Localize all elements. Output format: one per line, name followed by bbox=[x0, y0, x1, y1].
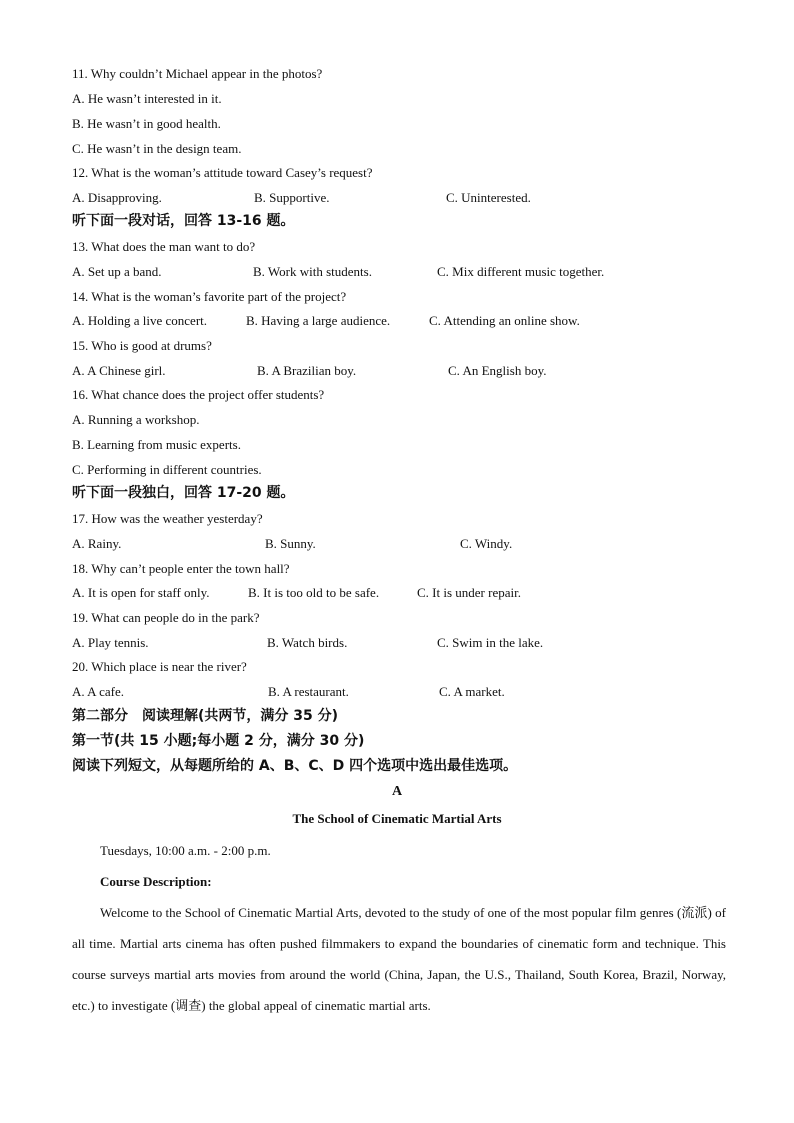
q17-option-c: C. Windy. bbox=[460, 536, 513, 551]
q18-option-a: A. It is open for staff only. bbox=[72, 585, 210, 600]
q18-option-c: C. It is under repair. bbox=[417, 585, 521, 600]
q13-option-b: B. Work with students. bbox=[253, 264, 372, 279]
q15-option-a: A. A Chinese girl. bbox=[72, 363, 166, 378]
question-18: 18. Why can’t people enter the town hall? bbox=[72, 561, 290, 576]
q11-option-a: A. He wasn’t interested in it. bbox=[72, 91, 222, 106]
q13-option-a: A. Set up a band. bbox=[72, 264, 162, 279]
question-12: 12. What is the woman’s attitude toward Casey’s request? bbox=[72, 165, 373, 180]
q19-option-a: A. Play tennis. bbox=[72, 635, 149, 650]
question-17: 17. How was the weather yesterday? bbox=[72, 511, 263, 526]
passage-title: The School of Cinematic Martial Arts bbox=[292, 811, 502, 826]
question-19: 19. What can people do in the park? bbox=[72, 610, 260, 625]
question-11: 11. Why couldn’t Michael appear in the photos? bbox=[72, 66, 323, 81]
q15-option-c: C. An English boy. bbox=[448, 363, 547, 378]
q11-option-b: B. He wasn’t in good health. bbox=[72, 116, 221, 131]
q12-option-c: C. Uninterested. bbox=[446, 190, 531, 205]
q16-option-b: B. Learning from music experts. bbox=[72, 437, 241, 452]
q18-option-b: B. It is too old to be safe. bbox=[248, 585, 380, 600]
q13-options bbox=[72, 264, 726, 280]
course-schedule: Tuesdays, 10:00 a.m. - 2:00 p.m. bbox=[100, 843, 271, 858]
q14-option-b: B. Having a large audience. bbox=[246, 313, 391, 328]
course-description-heading: Course Description: bbox=[100, 874, 212, 889]
reading-section-title: 第一节(共 15 小题;每小题 2 分，满分 30 分) bbox=[72, 733, 365, 749]
question-14: 14. What is the woman’s favorite part of the project? bbox=[72, 289, 347, 304]
course-description-body: Welcome to the School of Cinematic Martial Arts, devoted to the study of one of the most popular film genres (流派) of all time. Martial arts cinema has often pushed filmmakers to expand the boundaries of cinematic form and technique. This course surveys martial arts movies from around the world (China, Japan, the U.S., Thailand, South Korea, Brazil, Norway, etc.) to investigate (调查) the global appeal of cinematic martial arts. bbox=[72, 905, 726, 1013]
q16-option-c: C. Performing in different countries. bbox=[72, 462, 262, 477]
q15-option-b: B. A Brazilian boy. bbox=[257, 363, 357, 378]
q17-options bbox=[72, 536, 726, 552]
q19-option-c: C. Swim in the lake. bbox=[437, 635, 544, 650]
q20-option-b: B. A restaurant. bbox=[268, 684, 349, 699]
q17-option-a: A. Rainy. bbox=[72, 536, 122, 551]
q16-option-a: A. Running a workshop. bbox=[72, 412, 200, 427]
section-heading-13-16: 听下面一段对话，回答 13-16 题。 bbox=[72, 213, 295, 229]
q12-options bbox=[72, 190, 726, 206]
q12-option-a: A. Disapproving. bbox=[72, 190, 162, 205]
q14-option-a: A. Holding a live concert. bbox=[72, 313, 208, 328]
q13-option-c: C. Mix different music together. bbox=[437, 264, 605, 279]
section-heading-17-20: 听下面一段独白，回答 17-20 题。 bbox=[72, 485, 295, 501]
q11-option-c: C. He wasn’t in the design team. bbox=[72, 141, 242, 156]
q12-option-b: B. Supportive. bbox=[254, 190, 330, 205]
q14-option-c: C. Attending an online show. bbox=[429, 313, 580, 328]
q19-option-b: B. Watch birds. bbox=[267, 635, 348, 650]
question-15: 15. Who is good at drums? bbox=[72, 338, 212, 353]
passage-label: A bbox=[391, 784, 403, 799]
q20-option-a: A. A cafe. bbox=[72, 684, 124, 699]
q20-option-c: C. A market. bbox=[439, 684, 505, 699]
q14-options bbox=[72, 313, 726, 329]
q15-options bbox=[72, 363, 726, 379]
question-13: 13. What does the man want to do? bbox=[72, 239, 256, 254]
reading-part-title: 第二部分 阅读理解(共两节，满分 35 分) bbox=[72, 708, 339, 724]
question-20: 20. Which place is near the river? bbox=[72, 659, 247, 674]
q17-option-b: B. Sunny. bbox=[265, 536, 316, 551]
reading-instruction: 阅读下列短文，从每题所给的 A、B、C、D 四个选项中选出最佳选项。 bbox=[72, 758, 518, 774]
q18-options bbox=[72, 585, 726, 601]
question-16: 16. What chance does the project offer students? bbox=[72, 387, 325, 402]
q19-options bbox=[72, 635, 726, 651]
q20-options bbox=[72, 684, 726, 700]
